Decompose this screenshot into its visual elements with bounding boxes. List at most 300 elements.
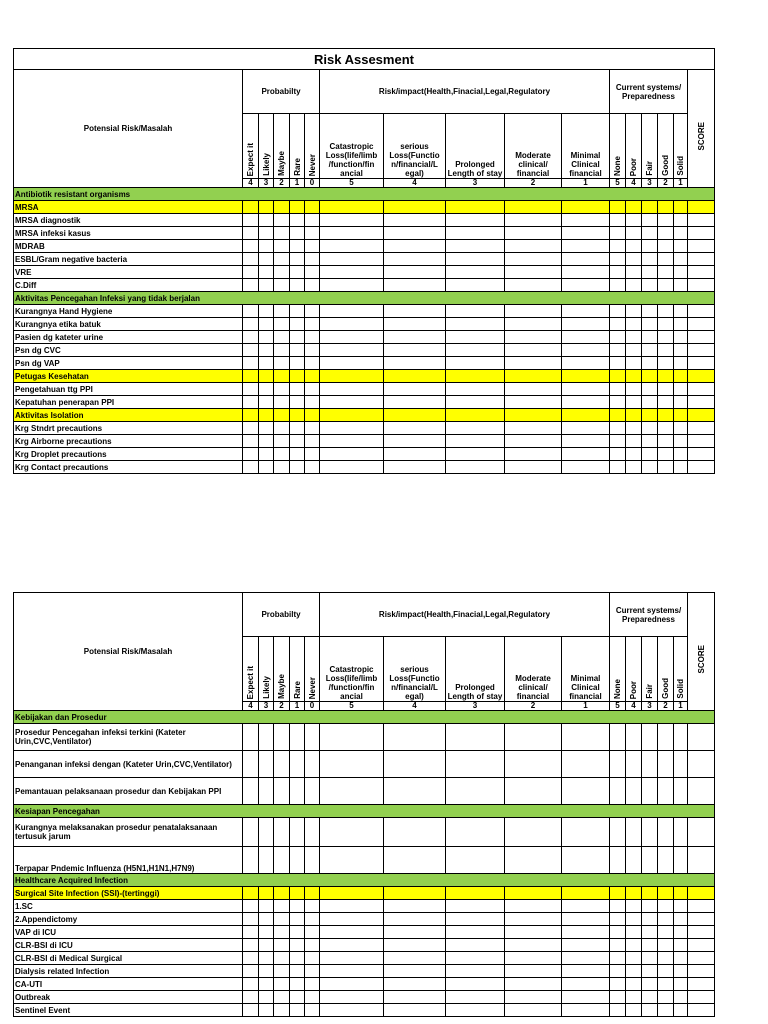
rating-cell[interactable]	[243, 214, 259, 227]
rating-cell[interactable]	[259, 331, 274, 344]
rating-cell[interactable]	[274, 900, 290, 913]
rating-cell[interactable]	[658, 461, 674, 474]
rating-cell[interactable]	[505, 778, 562, 805]
rating-cell[interactable]	[626, 778, 642, 805]
rating-cell[interactable]	[642, 383, 658, 396]
rating-cell[interactable]	[658, 227, 674, 240]
rating-cell[interactable]	[305, 461, 320, 474]
rating-cell[interactable]	[446, 383, 505, 396]
rating-cell[interactable]	[626, 939, 642, 952]
rating-cell[interactable]	[610, 887, 626, 900]
rating-cell[interactable]	[259, 409, 274, 422]
rating-cell[interactable]	[505, 900, 562, 913]
rating-cell[interactable]	[446, 370, 505, 383]
rating-cell[interactable]	[259, 1004, 274, 1017]
rating-cell[interactable]	[626, 383, 642, 396]
rating-cell[interactable]	[642, 344, 658, 357]
rating-cell[interactable]	[688, 1004, 715, 1017]
rating-cell[interactable]	[658, 965, 674, 978]
rating-cell[interactable]	[274, 913, 290, 926]
rating-cell[interactable]	[446, 266, 505, 279]
rating-cell[interactable]	[562, 396, 610, 409]
rating-cell[interactable]	[259, 818, 274, 847]
rating-cell[interactable]	[446, 396, 505, 409]
rating-cell[interactable]	[243, 435, 259, 448]
rating-cell[interactable]	[274, 214, 290, 227]
rating-cell[interactable]	[274, 965, 290, 978]
rating-cell[interactable]	[305, 344, 320, 357]
rating-cell[interactable]	[610, 847, 626, 874]
rating-cell[interactable]	[446, 227, 505, 240]
rating-cell[interactable]	[642, 305, 658, 318]
rating-cell[interactable]	[384, 991, 446, 1004]
rating-cell[interactable]	[562, 370, 610, 383]
rating-cell[interactable]	[505, 751, 562, 778]
rating-cell[interactable]	[642, 965, 658, 978]
rating-cell[interactable]	[658, 724, 674, 751]
rating-cell[interactable]	[562, 913, 610, 926]
rating-cell[interactable]	[243, 201, 259, 214]
rating-cell[interactable]	[688, 253, 715, 266]
rating-cell[interactable]	[305, 818, 320, 847]
rating-cell[interactable]	[320, 926, 384, 939]
rating-cell[interactable]	[290, 214, 305, 227]
rating-cell[interactable]	[562, 409, 610, 422]
rating-cell[interactable]	[626, 965, 642, 978]
rating-cell[interactable]	[259, 913, 274, 926]
rating-cell[interactable]	[243, 305, 259, 318]
rating-cell[interactable]	[688, 357, 715, 370]
rating-cell[interactable]	[274, 318, 290, 331]
rating-cell[interactable]	[320, 422, 384, 435]
rating-cell[interactable]	[384, 751, 446, 778]
rating-cell[interactable]	[290, 266, 305, 279]
rating-cell[interactable]	[290, 818, 305, 847]
rating-cell[interactable]	[626, 422, 642, 435]
rating-cell[interactable]	[274, 409, 290, 422]
rating-cell[interactable]	[274, 370, 290, 383]
rating-cell[interactable]	[674, 396, 688, 409]
rating-cell[interactable]	[384, 939, 446, 952]
rating-cell[interactable]	[642, 461, 658, 474]
rating-cell[interactable]	[243, 1004, 259, 1017]
rating-cell[interactable]	[243, 253, 259, 266]
rating-cell[interactable]	[642, 266, 658, 279]
rating-cell[interactable]	[626, 253, 642, 266]
rating-cell[interactable]	[674, 724, 688, 751]
rating-cell[interactable]	[674, 383, 688, 396]
rating-cell[interactable]	[305, 991, 320, 1004]
rating-cell[interactable]	[610, 279, 626, 292]
rating-cell[interactable]	[305, 305, 320, 318]
rating-cell[interactable]	[642, 887, 658, 900]
rating-cell[interactable]	[384, 435, 446, 448]
rating-cell[interactable]	[674, 952, 688, 965]
rating-cell[interactable]	[688, 435, 715, 448]
rating-cell[interactable]	[243, 279, 259, 292]
rating-cell[interactable]	[626, 461, 642, 474]
rating-cell[interactable]	[688, 370, 715, 383]
rating-cell[interactable]	[446, 344, 505, 357]
rating-cell[interactable]	[243, 926, 259, 939]
rating-cell[interactable]	[384, 383, 446, 396]
rating-cell[interactable]	[274, 344, 290, 357]
rating-cell[interactable]	[274, 448, 290, 461]
rating-cell[interactable]	[562, 201, 610, 214]
rating-cell[interactable]	[688, 331, 715, 344]
rating-cell[interactable]	[626, 266, 642, 279]
rating-cell[interactable]	[505, 396, 562, 409]
rating-cell[interactable]	[658, 435, 674, 448]
rating-cell[interactable]	[290, 991, 305, 1004]
rating-cell[interactable]	[674, 331, 688, 344]
rating-cell[interactable]	[642, 847, 658, 874]
rating-cell[interactable]	[305, 1004, 320, 1017]
rating-cell[interactable]	[290, 448, 305, 461]
rating-cell[interactable]	[688, 344, 715, 357]
rating-cell[interactable]	[505, 240, 562, 253]
rating-cell[interactable]	[384, 422, 446, 435]
rating-cell[interactable]	[384, 279, 446, 292]
rating-cell[interactable]	[290, 926, 305, 939]
rating-cell[interactable]	[674, 435, 688, 448]
rating-cell[interactable]	[259, 214, 274, 227]
rating-cell[interactable]	[674, 887, 688, 900]
rating-cell[interactable]	[290, 279, 305, 292]
rating-cell[interactable]	[505, 370, 562, 383]
rating-cell[interactable]	[674, 253, 688, 266]
rating-cell[interactable]	[642, 978, 658, 991]
rating-cell[interactable]	[626, 978, 642, 991]
rating-cell[interactable]	[626, 370, 642, 383]
rating-cell[interactable]	[688, 279, 715, 292]
rating-cell[interactable]	[290, 778, 305, 805]
rating-cell[interactable]	[642, 227, 658, 240]
rating-cell[interactable]	[626, 913, 642, 926]
rating-cell[interactable]	[658, 991, 674, 1004]
rating-cell[interactable]	[274, 227, 290, 240]
rating-cell[interactable]	[274, 978, 290, 991]
rating-cell[interactable]	[274, 952, 290, 965]
rating-cell[interactable]	[610, 318, 626, 331]
rating-cell[interactable]	[610, 926, 626, 939]
rating-cell[interactable]	[658, 1004, 674, 1017]
rating-cell[interactable]	[505, 422, 562, 435]
rating-cell[interactable]	[290, 978, 305, 991]
rating-cell[interactable]	[259, 201, 274, 214]
rating-cell[interactable]	[446, 357, 505, 370]
rating-cell[interactable]	[290, 900, 305, 913]
rating-cell[interactable]	[274, 253, 290, 266]
rating-cell[interactable]	[642, 1004, 658, 1017]
rating-cell[interactable]	[505, 978, 562, 991]
rating-cell[interactable]	[384, 778, 446, 805]
rating-cell[interactable]	[674, 305, 688, 318]
rating-cell[interactable]	[259, 887, 274, 900]
rating-cell[interactable]	[658, 279, 674, 292]
rating-cell[interactable]	[642, 448, 658, 461]
rating-cell[interactable]	[446, 724, 505, 751]
rating-cell[interactable]	[688, 383, 715, 396]
rating-cell[interactable]	[688, 409, 715, 422]
rating-cell[interactable]	[562, 952, 610, 965]
rating-cell[interactable]	[626, 240, 642, 253]
rating-cell[interactable]	[658, 939, 674, 952]
rating-cell[interactable]	[626, 279, 642, 292]
rating-cell[interactable]	[658, 900, 674, 913]
rating-cell[interactable]	[674, 913, 688, 926]
rating-cell[interactable]	[384, 357, 446, 370]
rating-cell[interactable]	[610, 266, 626, 279]
rating-cell[interactable]	[305, 370, 320, 383]
rating-cell[interactable]	[384, 952, 446, 965]
rating-cell[interactable]	[305, 751, 320, 778]
rating-cell[interactable]	[688, 939, 715, 952]
rating-cell[interactable]	[610, 201, 626, 214]
rating-cell[interactable]	[274, 926, 290, 939]
rating-cell[interactable]	[384, 887, 446, 900]
rating-cell[interactable]	[320, 331, 384, 344]
rating-cell[interactable]	[305, 240, 320, 253]
rating-cell[interactable]	[446, 305, 505, 318]
rating-cell[interactable]	[610, 253, 626, 266]
rating-cell[interactable]	[446, 448, 505, 461]
rating-cell[interactable]	[274, 357, 290, 370]
rating-cell[interactable]	[562, 448, 610, 461]
rating-cell[interactable]	[688, 227, 715, 240]
rating-cell[interactable]	[446, 253, 505, 266]
rating-cell[interactable]	[626, 214, 642, 227]
rating-cell[interactable]	[290, 461, 305, 474]
rating-cell[interactable]	[642, 751, 658, 778]
rating-cell[interactable]	[305, 952, 320, 965]
rating-cell[interactable]	[259, 448, 274, 461]
rating-cell[interactable]	[562, 751, 610, 778]
rating-cell[interactable]	[274, 461, 290, 474]
rating-cell[interactable]	[562, 1004, 610, 1017]
rating-cell[interactable]	[290, 409, 305, 422]
rating-cell[interactable]	[626, 396, 642, 409]
rating-cell[interactable]	[259, 227, 274, 240]
rating-cell[interactable]	[274, 847, 290, 874]
rating-cell[interactable]	[290, 887, 305, 900]
rating-cell[interactable]	[384, 926, 446, 939]
rating-cell[interactable]	[446, 818, 505, 847]
rating-cell[interactable]	[320, 952, 384, 965]
rating-cell[interactable]	[274, 778, 290, 805]
rating-cell[interactable]	[642, 396, 658, 409]
rating-cell[interactable]	[446, 887, 505, 900]
rating-cell[interactable]	[642, 991, 658, 1004]
rating-cell[interactable]	[610, 357, 626, 370]
rating-cell[interactable]	[259, 939, 274, 952]
rating-cell[interactable]	[642, 279, 658, 292]
rating-cell[interactable]	[446, 952, 505, 965]
rating-cell[interactable]	[674, 926, 688, 939]
rating-cell[interactable]	[320, 396, 384, 409]
rating-cell[interactable]	[610, 818, 626, 847]
rating-cell[interactable]	[642, 435, 658, 448]
rating-cell[interactable]	[243, 724, 259, 751]
rating-cell[interactable]	[320, 318, 384, 331]
rating-cell[interactable]	[562, 965, 610, 978]
rating-cell[interactable]	[290, 965, 305, 978]
rating-cell[interactable]	[562, 939, 610, 952]
rating-cell[interactable]	[642, 778, 658, 805]
rating-cell[interactable]	[562, 887, 610, 900]
rating-cell[interactable]	[658, 448, 674, 461]
rating-cell[interactable]	[320, 448, 384, 461]
rating-cell[interactable]	[305, 913, 320, 926]
rating-cell[interactable]	[674, 409, 688, 422]
rating-cell[interactable]	[320, 279, 384, 292]
rating-cell[interactable]	[626, 991, 642, 1004]
rating-cell[interactable]	[384, 965, 446, 978]
rating-cell[interactable]	[259, 266, 274, 279]
rating-cell[interactable]	[626, 409, 642, 422]
rating-cell[interactable]	[505, 926, 562, 939]
rating-cell[interactable]	[642, 331, 658, 344]
rating-cell[interactable]	[446, 965, 505, 978]
rating-cell[interactable]	[642, 370, 658, 383]
rating-cell[interactable]	[384, 214, 446, 227]
rating-cell[interactable]	[674, 422, 688, 435]
rating-cell[interactable]	[259, 357, 274, 370]
rating-cell[interactable]	[562, 383, 610, 396]
rating-cell[interactable]	[505, 201, 562, 214]
rating-cell[interactable]	[274, 305, 290, 318]
rating-cell[interactable]	[243, 318, 259, 331]
rating-cell[interactable]	[610, 214, 626, 227]
rating-cell[interactable]	[384, 253, 446, 266]
rating-cell[interactable]	[305, 266, 320, 279]
rating-cell[interactable]	[505, 357, 562, 370]
rating-cell[interactable]	[562, 422, 610, 435]
rating-cell[interactable]	[446, 751, 505, 778]
rating-cell[interactable]	[384, 724, 446, 751]
rating-cell[interactable]	[274, 435, 290, 448]
rating-cell[interactable]	[688, 724, 715, 751]
rating-cell[interactable]	[320, 201, 384, 214]
rating-cell[interactable]	[658, 818, 674, 847]
rating-cell[interactable]	[243, 978, 259, 991]
rating-cell[interactable]	[384, 318, 446, 331]
rating-cell[interactable]	[505, 331, 562, 344]
rating-cell[interactable]	[320, 383, 384, 396]
rating-cell[interactable]	[243, 965, 259, 978]
rating-cell[interactable]	[290, 383, 305, 396]
rating-cell[interactable]	[610, 344, 626, 357]
rating-cell[interactable]	[274, 240, 290, 253]
rating-cell[interactable]	[562, 279, 610, 292]
rating-cell[interactable]	[562, 318, 610, 331]
rating-cell[interactable]	[626, 331, 642, 344]
rating-cell[interactable]	[384, 913, 446, 926]
rating-cell[interactable]	[259, 461, 274, 474]
rating-cell[interactable]	[610, 1004, 626, 1017]
rating-cell[interactable]	[384, 978, 446, 991]
rating-cell[interactable]	[610, 965, 626, 978]
rating-cell[interactable]	[505, 214, 562, 227]
rating-cell[interactable]	[446, 900, 505, 913]
rating-cell[interactable]	[658, 847, 674, 874]
rating-cell[interactable]	[243, 952, 259, 965]
rating-cell[interactable]	[290, 201, 305, 214]
rating-cell[interactable]	[505, 913, 562, 926]
rating-cell[interactable]	[305, 357, 320, 370]
rating-cell[interactable]	[674, 344, 688, 357]
rating-cell[interactable]	[610, 305, 626, 318]
rating-cell[interactable]	[626, 952, 642, 965]
rating-cell[interactable]	[305, 778, 320, 805]
rating-cell[interactable]	[305, 978, 320, 991]
rating-cell[interactable]	[290, 357, 305, 370]
rating-cell[interactable]	[674, 991, 688, 1004]
rating-cell[interactable]	[305, 227, 320, 240]
rating-cell[interactable]	[320, 266, 384, 279]
rating-cell[interactable]	[243, 266, 259, 279]
rating-cell[interactable]	[610, 448, 626, 461]
rating-cell[interactable]	[674, 978, 688, 991]
rating-cell[interactable]	[658, 913, 674, 926]
rating-cell[interactable]	[674, 240, 688, 253]
rating-cell[interactable]	[642, 926, 658, 939]
rating-cell[interactable]	[305, 214, 320, 227]
rating-cell[interactable]	[688, 900, 715, 913]
rating-cell[interactable]	[610, 331, 626, 344]
rating-cell[interactable]	[384, 240, 446, 253]
rating-cell[interactable]	[384, 409, 446, 422]
rating-cell[interactable]	[610, 939, 626, 952]
rating-cell[interactable]	[320, 1004, 384, 1017]
rating-cell[interactable]	[290, 1004, 305, 1017]
rating-cell[interactable]	[674, 965, 688, 978]
rating-cell[interactable]	[688, 448, 715, 461]
rating-cell[interactable]	[259, 344, 274, 357]
rating-cell[interactable]	[384, 818, 446, 847]
rating-cell[interactable]	[320, 344, 384, 357]
rating-cell[interactable]	[674, 214, 688, 227]
rating-cell[interactable]	[259, 318, 274, 331]
rating-cell[interactable]	[320, 900, 384, 913]
rating-cell[interactable]	[384, 900, 446, 913]
rating-cell[interactable]	[562, 331, 610, 344]
rating-cell[interactable]	[658, 305, 674, 318]
rating-cell[interactable]	[674, 370, 688, 383]
rating-cell[interactable]	[243, 939, 259, 952]
rating-cell[interactable]	[610, 952, 626, 965]
rating-cell[interactable]	[274, 331, 290, 344]
rating-cell[interactable]	[290, 318, 305, 331]
rating-cell[interactable]	[505, 887, 562, 900]
rating-cell[interactable]	[505, 847, 562, 874]
rating-cell[interactable]	[446, 913, 505, 926]
rating-cell[interactable]	[674, 318, 688, 331]
rating-cell[interactable]	[626, 751, 642, 778]
rating-cell[interactable]	[658, 396, 674, 409]
rating-cell[interactable]	[562, 214, 610, 227]
rating-cell[interactable]	[320, 370, 384, 383]
rating-cell[interactable]	[658, 253, 674, 266]
rating-cell[interactable]	[290, 913, 305, 926]
rating-cell[interactable]	[290, 847, 305, 874]
rating-cell[interactable]	[688, 266, 715, 279]
rating-cell[interactable]	[658, 214, 674, 227]
rating-cell[interactable]	[384, 461, 446, 474]
rating-cell[interactable]	[446, 331, 505, 344]
rating-cell[interactable]	[446, 409, 505, 422]
rating-cell[interactable]	[626, 201, 642, 214]
